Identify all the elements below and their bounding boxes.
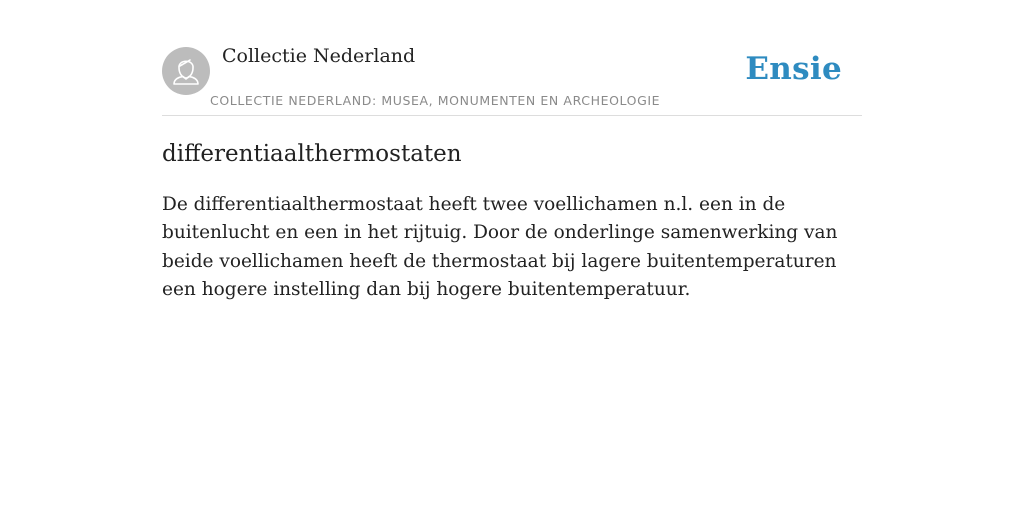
avatar[interactable] [162,47,210,95]
entry-definition: De differentiaalthermostaat heeft twee voellichamen n.l. een in de buitenlucht en een in het rijtuig. Door de onderlinge samenwerking van beide voellichamen heeft de thermostaat bij lagere buitentemperaturen een hogere instelling dan bij hogere buitentemperatuur. [162,194,838,300]
source-label[interactable]: COLLECTIE NEDERLAND: MUSEA, MONUMENTEN EN ARCHEOLOGIE [210,93,661,108]
entry-card [162,40,862,304]
user-icon [162,47,210,95]
entry-header [162,40,862,116]
entry-term: differentiaalthermostaten [162,141,462,167]
author-name[interactable]: Collectie Nederland [222,45,416,67]
brand-logo[interactable]: Ensie [745,51,842,87]
